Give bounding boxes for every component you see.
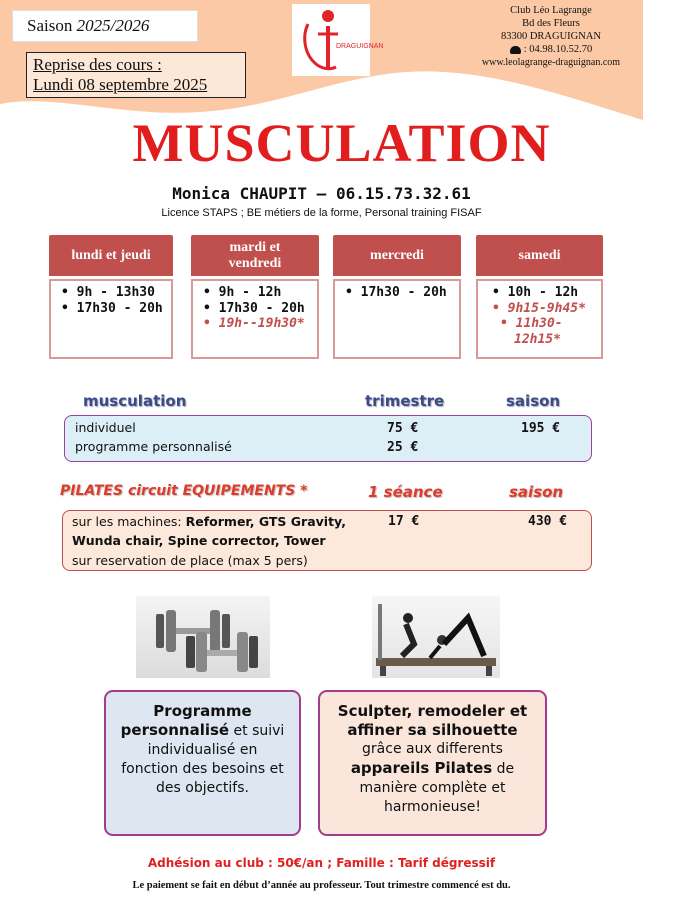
day-label: samedi <box>518 247 561 263</box>
pilates-machines-list1: Reformer, GTS Gravity, <box>185 514 346 529</box>
dumbbells-image <box>136 596 270 678</box>
club-street: Bd des Fleurs <box>522 18 580 29</box>
day-label: mardi et <box>229 239 281 255</box>
day-label-2: vendredi <box>228 255 282 271</box>
pilates-info-title1: Sculpter, remodeler et <box>337 702 528 720</box>
programme-line4: fonction des besoins et <box>121 761 284 777</box>
schedule-column-samedi <box>476 235 603 359</box>
slot: • 17h30 - 20h <box>345 285 447 300</box>
slot-starred: • 11h30- <box>500 316 563 331</box>
slot: • 9h - 12h <box>203 285 282 300</box>
schedule-column-mercredi <box>333 235 461 359</box>
programme-line3: individualisé en <box>147 742 258 758</box>
saison-text: Saison <box>27 16 73 35</box>
price-programme-trimestre: 25 € <box>387 440 419 455</box>
saison-heading: saison <box>506 392 561 410</box>
club-name: Club Léo Lagrange <box>510 5 592 16</box>
slot: • 9h - 13h30 <box>61 285 155 300</box>
schedule-column-mardi-vendredi <box>191 235 319 359</box>
programme-line5: des objectifs. <box>156 780 249 796</box>
logo-text: DRAGUIGNAN <box>336 43 384 50</box>
pilates-saison-price: 430 € <box>528 514 568 529</box>
price-individuel-trimestre: 75 € <box>387 421 419 436</box>
pilates-reformer-image <box>372 596 500 678</box>
club-phone-line <box>462 43 640 56</box>
pilates-heading: PILATES circuit EQUIPEMENTS * <box>60 483 308 499</box>
pilates-info-line4 <box>326 759 539 779</box>
reprise-line1: Reprise des cours : <box>33 55 162 74</box>
slot: • 17h30 - 20h <box>203 300 305 316</box>
slot-list <box>49 279 173 359</box>
trainer-licence: Licence STAPS ; BE métiers de la forme, Personal training FISAF <box>161 207 482 219</box>
schedule-column-lundi-jeudi <box>49 235 173 359</box>
musculation-heading: musculation <box>83 392 187 410</box>
page-title: MUSCULATION <box>132 113 551 173</box>
day-header <box>191 235 319 276</box>
price-individuel-saison: 195 € <box>521 421 561 436</box>
reprise-box <box>26 52 246 98</box>
slot-starred: • 9h15-9h45* <box>492 300 586 316</box>
adhesion-info: Adhésion au club : 50€/an ; Famille : Tarif dégressif <box>147 856 496 870</box>
seance-heading: 1 séance <box>368 483 443 501</box>
pilates-info-title2: affiner sa silhouette <box>347 721 518 739</box>
pilates-info-box <box>318 690 547 836</box>
price-label-individuel: individuel <box>75 420 136 435</box>
club-phone: : 04.98.10.52.70 <box>523 44 593 55</box>
slot-starred: 12h15* <box>514 331 561 347</box>
day-label: mercredi <box>370 247 424 263</box>
programme-info-box <box>104 690 301 836</box>
club-city: 83300 DRAGUIGNAN <box>500 31 602 42</box>
pilates-machines-prefix: sur les machines: <box>72 514 186 529</box>
club-logo <box>292 4 384 76</box>
pilates-seance-price: 17 € <box>388 514 420 529</box>
pilates-machines-line1 <box>72 514 346 529</box>
programme-suivi: et suivi <box>229 723 285 739</box>
slot-starred: • 19h--19h30* <box>203 316 305 331</box>
slot-list <box>476 279 603 359</box>
logo-icon <box>292 4 384 76</box>
saison-years: 2025/2026 <box>76 16 150 35</box>
slot: • 17h30 - 20h <box>61 300 163 316</box>
price-label-programme: programme personnalisé <box>75 439 232 454</box>
paiement-info: Le paiement se fait en début d’année au professeur. Tout trimestre commencé est du. <box>132 880 511 891</box>
slot: • 10h - 12h <box>492 285 579 300</box>
day-header <box>476 235 603 276</box>
trimestre-heading: trimestre <box>365 392 445 410</box>
club-address <box>462 4 640 69</box>
saison-label <box>12 10 198 42</box>
pilates-saison-heading: saison <box>509 483 564 501</box>
programme-bold: personnalisé <box>120 721 230 739</box>
pilates-machines-line2: Wunda chair, Spine corrector, Tower <box>72 533 326 548</box>
pilates-reservation: sur reservation de place (max 5 pers) <box>72 553 308 568</box>
pilates-info-bold: appareils Pilates <box>350 759 493 777</box>
slot-list <box>333 279 461 359</box>
day-label: lundi et jeudi <box>71 247 151 263</box>
phone-icon <box>510 46 521 54</box>
pilates-info-line3: grâce aux differents <box>362 741 503 757</box>
club-web[interactable]: www.leolagrange-draguignan.com <box>481 57 621 68</box>
pilates-info-line5: manière complète et <box>359 780 506 796</box>
programme-title: Programme <box>153 702 252 720</box>
day-header <box>49 235 173 276</box>
programme-line2 <box>112 721 293 741</box>
day-header <box>333 235 461 276</box>
trainer-name: Monica CHAUPIT – 06.15.73.32.61 <box>172 184 471 203</box>
reprise-line2: Lundi 08 septembre 2025 <box>33 75 208 94</box>
pilates-info-line6: harmonieuse! <box>384 799 481 815</box>
pilates-info-de: de <box>492 761 515 777</box>
slot-list <box>191 279 319 359</box>
